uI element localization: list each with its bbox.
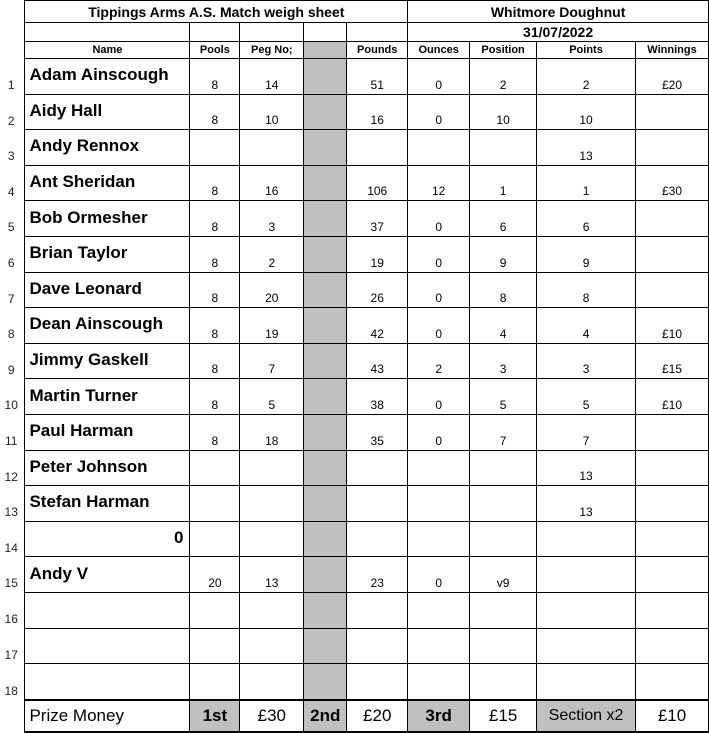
name-cell[interactable]: Jimmy Gaskell [25, 343, 190, 379]
second-prize-label: 2nd [304, 700, 347, 732]
table-row [0, 59, 709, 95]
points-cell[interactable]: 13 [537, 486, 636, 522]
winnings-cell[interactable] [636, 557, 709, 593]
points-cell[interactable] [537, 592, 636, 628]
table-row [0, 201, 709, 237]
pools-cell[interactable] [190, 664, 240, 700]
points-cell[interactable]: 13 [537, 130, 636, 166]
prize-money-row [0, 700, 709, 732]
title-row [0, 1, 709, 23]
pounds-cell[interactable]: 16 [347, 94, 408, 130]
position-cell[interactable]: 5 [470, 379, 537, 415]
table-row [0, 557, 709, 593]
first-prize-amount: £30 [240, 700, 304, 732]
peg-cell[interactable] [240, 486, 304, 522]
name-cell[interactable] [25, 592, 190, 628]
table-row [0, 308, 709, 344]
table-row [0, 521, 709, 557]
row-number: 11 [5, 434, 18, 449]
header-position: Position [470, 42, 537, 59]
table-row [0, 94, 709, 130]
winnings-cell[interactable] [636, 272, 709, 308]
third-prize-amount: £15 [470, 700, 537, 732]
spacer-cell [304, 379, 347, 415]
position-cell[interactable] [470, 521, 537, 557]
winnings-cell[interactable]: £10 [636, 379, 709, 415]
points-cell[interactable]: 4 [537, 308, 636, 344]
name-cell[interactable]: Brian Taylor [25, 236, 190, 272]
name-cell[interactable]: Dave Leonard [25, 272, 190, 308]
table-row [0, 165, 709, 201]
peg-cell[interactable]: 13 [240, 557, 304, 593]
pounds-cell[interactable]: 42 [347, 308, 408, 344]
pools-cell[interactable]: 8 [190, 343, 240, 379]
third-prize-label: 3rd [408, 700, 470, 732]
pounds-cell[interactable] [347, 592, 408, 628]
peg-cell[interactable]: 20 [240, 272, 304, 308]
pools-cell[interactable] [190, 628, 240, 664]
winnings-cell[interactable] [636, 130, 709, 166]
winnings-cell[interactable] [636, 414, 709, 450]
winnings-cell[interactable] [636, 201, 709, 237]
peg-cell[interactable]: 14 [240, 59, 304, 95]
pounds-cell[interactable] [347, 664, 408, 700]
pounds-cell[interactable] [347, 130, 408, 166]
table-row [0, 130, 709, 166]
position-cell[interactable]: 4 [470, 308, 537, 344]
spacer-cell [304, 59, 347, 95]
row-number: 3 [7, 149, 15, 164]
peg-cell[interactable] [240, 592, 304, 628]
header-name: Name [25, 42, 190, 59]
pounds-cell[interactable]: 37 [347, 201, 408, 237]
pounds-cell[interactable]: 23 [347, 557, 408, 593]
spacer-cell [304, 414, 347, 450]
points-cell[interactable] [537, 557, 636, 593]
header-spacer [304, 42, 347, 59]
table-row [0, 664, 709, 700]
peg-cell[interactable]: 3 [240, 201, 304, 237]
pools-cell[interactable] [190, 592, 240, 628]
ounces-cell[interactable]: 0 [408, 557, 470, 593]
table-row [0, 414, 709, 450]
peg-cell[interactable]: 16 [240, 165, 304, 201]
peg-cell[interactable]: 2 [240, 236, 304, 272]
row-number: 7 [7, 291, 15, 306]
table-row [0, 343, 709, 379]
table-row [0, 272, 709, 308]
spacer-cell [304, 343, 347, 379]
name-cell[interactable] [25, 664, 190, 700]
table-row [0, 628, 709, 664]
position-cell[interactable]: v9 [470, 557, 537, 593]
spacer-cell [304, 130, 347, 166]
position-cell[interactable] [470, 130, 537, 166]
position-cell[interactable] [470, 664, 537, 700]
winnings-cell[interactable] [636, 521, 709, 557]
row-number: 1 [7, 78, 15, 93]
pools-cell[interactable]: 8 [190, 94, 240, 130]
peg-cell[interactable]: 19 [240, 308, 304, 344]
venue-title: Whitmore Doughnut [408, 1, 709, 23]
points-cell[interactable]: 10 [537, 94, 636, 130]
ounces-cell[interactable] [408, 664, 470, 700]
winnings-cell[interactable] [636, 664, 709, 700]
points-cell[interactable]: 2 [537, 59, 636, 95]
row-number [0, 700, 25, 732]
ounces-cell[interactable]: 2 [408, 343, 470, 379]
row-number: 10 [4, 398, 18, 413]
winnings-cell[interactable] [636, 592, 709, 628]
row-number: 6 [7, 256, 15, 271]
pounds-cell[interactable]: 51 [347, 59, 408, 95]
position-cell[interactable]: 6 [470, 201, 537, 237]
header-pounds: Pounds [347, 42, 408, 59]
points-cell[interactable] [537, 521, 636, 557]
points-cell[interactable] [537, 664, 636, 700]
points-cell[interactable]: 6 [537, 201, 636, 237]
pounds-cell[interactable] [347, 521, 408, 557]
section-prize-label: Section x2 [537, 700, 636, 732]
name-cell[interactable]: 0 [25, 521, 190, 557]
ounces-cell[interactable] [408, 486, 470, 522]
name-cell[interactable]: Ant Sheridan [25, 165, 190, 201]
position-cell[interactable]: 2 [470, 59, 537, 95]
second-prize-amount: £20 [347, 700, 408, 732]
peg-cell[interactable]: 5 [240, 379, 304, 415]
points-cell[interactable]: 1 [537, 165, 636, 201]
pounds-cell[interactable] [347, 628, 408, 664]
spacer-cell [304, 486, 347, 522]
spacer-cell [304, 272, 347, 308]
pools-cell[interactable]: 20 [190, 557, 240, 593]
winnings-cell[interactable]: £15 [636, 343, 709, 379]
pools-cell[interactable]: 8 [190, 272, 240, 308]
ounces-cell[interactable]: 0 [408, 201, 470, 237]
peg-cell[interactable]: 18 [240, 414, 304, 450]
table-row [0, 592, 709, 628]
pools-cell[interactable] [190, 130, 240, 166]
name-cell[interactable]: Bob Ormesher [25, 201, 190, 237]
points-cell[interactable]: 3 [537, 343, 636, 379]
table-row [0, 450, 709, 486]
ounces-cell[interactable]: 0 [408, 379, 470, 415]
points-cell[interactable] [537, 628, 636, 664]
ounces-cell[interactable] [408, 130, 470, 166]
ounces-cell[interactable]: 0 [408, 414, 470, 450]
ounces-cell[interactable]: 0 [408, 236, 470, 272]
name-cell[interactable]: Adam Ainscough [25, 59, 190, 95]
pools-cell[interactable]: 8 [190, 165, 240, 201]
header-ounces: Ounces [408, 42, 470, 59]
table-row [0, 236, 709, 272]
name-cell[interactable] [25, 628, 190, 664]
points-cell[interactable]: 13 [537, 450, 636, 486]
name-cell[interactable]: Aidy Hall [25, 94, 190, 130]
position-cell[interactable]: 8 [470, 272, 537, 308]
name-cell[interactable]: Stefan Harman [25, 486, 190, 522]
row-number: 4 [7, 184, 15, 199]
header-pools: Pools [190, 42, 240, 59]
prize-money-label: Prize Money [25, 700, 190, 732]
name-cell[interactable]: Andy V [25, 557, 190, 593]
name-cell[interactable]: Paul Harman [25, 414, 190, 450]
pools-cell[interactable]: 8 [190, 236, 240, 272]
spacer-cell [304, 521, 347, 557]
spacer-cell [304, 201, 347, 237]
name-cell[interactable]: Dean Ainscough [25, 308, 190, 344]
spacer-cell [304, 628, 347, 664]
row-number: 2 [7, 113, 15, 128]
winnings-cell[interactable] [636, 486, 709, 522]
ounces-cell[interactable] [408, 628, 470, 664]
position-cell[interactable]: 9 [470, 236, 537, 272]
pools-cell[interactable] [190, 450, 240, 486]
row-number: 16 [4, 612, 18, 626]
spacer-cell [304, 592, 347, 628]
peg-cell[interactable]: 7 [240, 343, 304, 379]
row-number: 17 [4, 647, 18, 662]
pounds-cell[interactable] [347, 486, 408, 522]
ounces-cell[interactable] [408, 592, 470, 628]
row-number: 18 [4, 683, 18, 698]
position-cell[interactable]: 7 [470, 414, 537, 450]
pools-cell[interactable]: 8 [190, 308, 240, 344]
points-cell[interactable]: 9 [537, 236, 636, 272]
peg-cell[interactable] [240, 521, 304, 557]
ounces-cell[interactable]: 0 [408, 59, 470, 95]
position-cell[interactable]: 1 [470, 165, 537, 201]
peg-cell[interactable] [240, 450, 304, 486]
header-row [0, 42, 709, 59]
spacer-cell [304, 236, 347, 272]
peg-cell[interactable] [240, 130, 304, 166]
header-points: Points [537, 42, 636, 59]
ounces-cell[interactable] [408, 450, 470, 486]
spacer-cell [304, 450, 347, 486]
row-number: 15 [4, 576, 18, 591]
peg-cell[interactable] [240, 664, 304, 700]
ounces-cell[interactable] [408, 521, 470, 557]
row-number: 12 [4, 469, 18, 484]
spacer-cell [304, 165, 347, 201]
pools-cell[interactable]: 8 [190, 379, 240, 415]
peg-cell[interactable]: 10 [240, 94, 304, 130]
sheet-title: Tippings Arms A.S. Match weigh sheet [25, 1, 408, 23]
pools-cell[interactable] [190, 486, 240, 522]
winnings-cell[interactable]: £20 [636, 59, 709, 95]
points-cell[interactable]: 8 [537, 272, 636, 308]
pounds-cell[interactable]: 43 [347, 343, 408, 379]
pounds-cell[interactable]: 19 [347, 236, 408, 272]
row-number: 8 [7, 327, 15, 342]
ounces-cell[interactable]: 0 [408, 308, 470, 344]
header-peg: Peg No; [240, 42, 304, 59]
name-cell[interactable]: Martin Turner [25, 379, 190, 415]
spacer-cell [304, 664, 347, 700]
row-number: 13 [4, 505, 18, 520]
spacer-cell [304, 308, 347, 344]
date-row [0, 23, 709, 42]
match-date: 31/07/2022 [408, 23, 709, 42]
ounces-cell[interactable]: 12 [408, 165, 470, 201]
spacer-cell [304, 557, 347, 593]
pools-cell[interactable] [190, 521, 240, 557]
winnings-cell[interactable]: £10 [636, 308, 709, 344]
ounces-cell[interactable]: 0 [408, 94, 470, 130]
header-winnings: Winnings [636, 42, 709, 59]
pounds-cell[interactable]: 35 [347, 414, 408, 450]
position-cell[interactable]: 10 [470, 94, 537, 130]
winnings-cell[interactable] [636, 236, 709, 272]
winnings-cell[interactable] [636, 450, 709, 486]
winnings-cell[interactable]: £30 [636, 165, 709, 201]
row-number: 9 [7, 362, 15, 377]
position-cell[interactable]: 3 [470, 343, 537, 379]
pounds-cell[interactable] [347, 450, 408, 486]
first-prize-label: 1st [190, 700, 240, 732]
position-cell[interactable] [470, 486, 537, 522]
pools-cell[interactable]: 8 [190, 201, 240, 237]
position-cell[interactable] [470, 628, 537, 664]
position-cell[interactable] [470, 450, 537, 486]
section-prize-amount: £10 [636, 700, 709, 732]
name-cell[interactable]: Andy Rennox [25, 130, 190, 166]
spacer-cell [304, 94, 347, 130]
position-cell[interactable] [470, 592, 537, 628]
ounces-cell[interactable]: 0 [408, 272, 470, 308]
points-cell[interactable]: 7 [537, 414, 636, 450]
row-number: 14 [4, 540, 18, 555]
pools-cell[interactable]: 8 [190, 414, 240, 450]
table-row [0, 486, 709, 522]
table-row [0, 379, 709, 415]
pounds-cell[interactable]: 106 [347, 165, 408, 201]
pounds-cell[interactable]: 26 [347, 272, 408, 308]
peg-cell[interactable] [240, 628, 304, 664]
winnings-cell[interactable] [636, 628, 709, 664]
pools-cell[interactable]: 8 [190, 59, 240, 95]
winnings-cell[interactable] [636, 94, 709, 130]
row-number: 5 [7, 220, 15, 235]
points-cell[interactable]: 5 [537, 379, 636, 415]
pounds-cell[interactable]: 38 [347, 379, 408, 415]
name-cell[interactable]: Peter Johnson [25, 450, 190, 486]
